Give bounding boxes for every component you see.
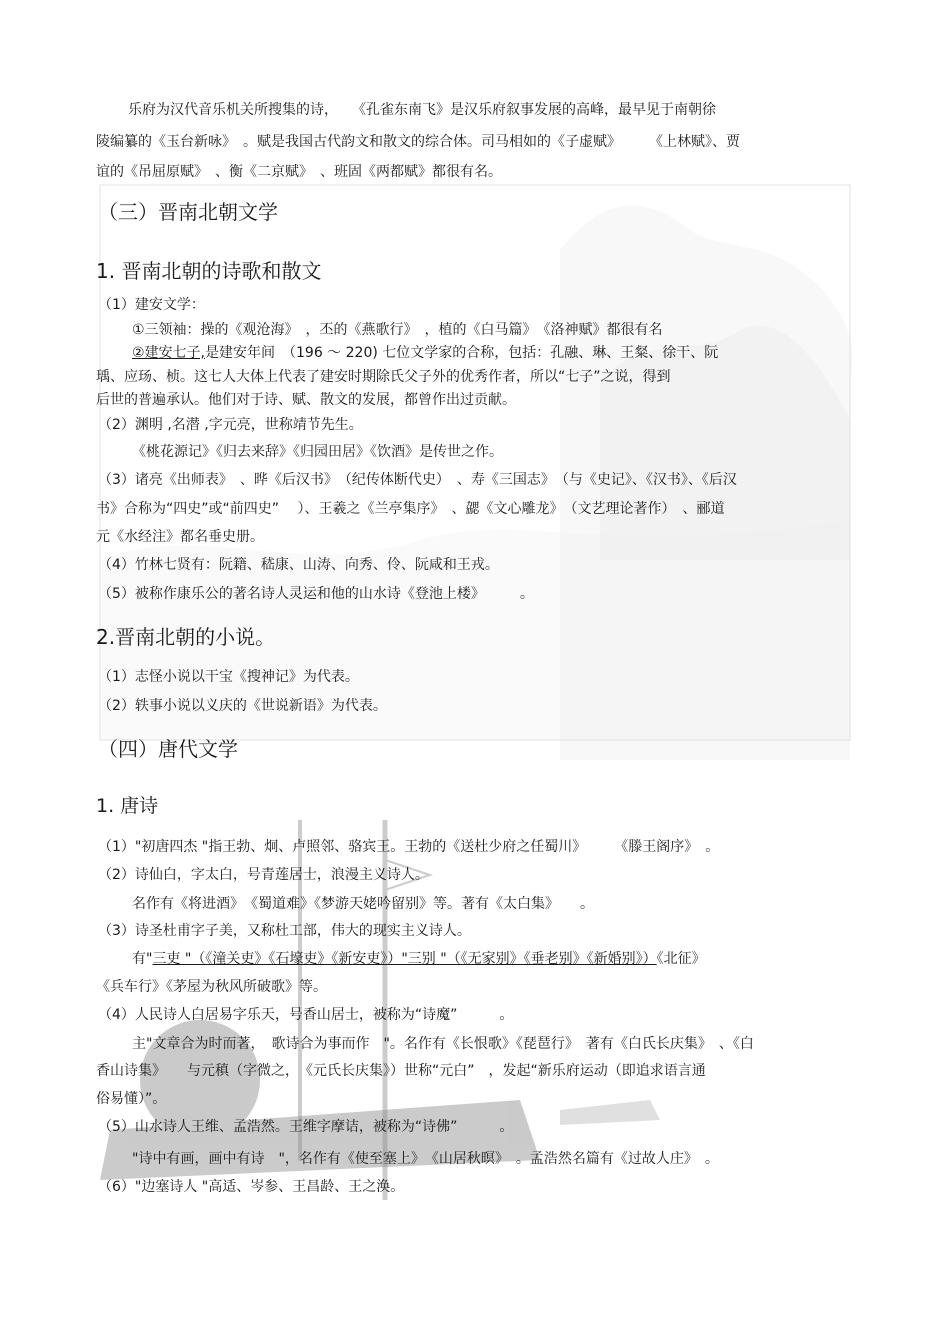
intro-line-1: 乐府为汉代音乐机关所搜集的诗， 《孔雀东南飞》是汉乐府叙事发展的高峰，最早见于南朝徐 xyxy=(128,102,716,118)
section-3-title: （三）晋南北朝文学 xyxy=(98,200,278,224)
underlined-term: ②建安七子, xyxy=(132,345,206,361)
s3-novel-line: （2）轶事小说以义庆的《世说新语》为代表。 xyxy=(98,698,387,714)
s3-line: 《桃花源记》《归去来辞》《归园田居》《饮酒》是传世之作。 xyxy=(132,444,503,460)
s4-line: 俗易懂）”。 xyxy=(96,1091,167,1107)
s4-line: 《兵车行》《茅屋为秋风所破歌》等。 xyxy=(96,979,327,995)
s4-line: 主"文章合为时而著， 歌诗合为事而作 "。名作有《长恨歌》《琵琶行》 著有《白氏长庆集》 、《白 xyxy=(132,1036,754,1052)
s3-line: （4）竹林七贤有：阮籍、嵇康、山涛、向秀、伶、阮咸和王戎。 xyxy=(98,557,499,573)
s4-line: （4）人民诗人白居易字乐天，号香山居士，被称为“诗魔” 。 xyxy=(98,1007,514,1023)
section-3-sub2-title: 2.晋南北朝的小说。 xyxy=(96,625,276,649)
intro-line-2: 陵编纂的《玉台新咏》 。赋是我国古代韵文和散文的综合体。司马相如的《子虚赋》 《上林赋》、贾 xyxy=(96,134,740,150)
s3-line: （1）建安文学： xyxy=(98,297,205,313)
s4-line: （2）诗仙白，字太白，号青莲居士，浪漫主义诗人。 xyxy=(98,867,429,883)
s4-line: （1）"初唐四杰 "指王勃、炯、卢照邻、骆宾王。王勃的《送杜少府之任蜀川》 《滕王阁序》 。 xyxy=(98,839,720,855)
s4-line: （3）诗圣杜甫字子美，又称杜工部，伟大的现实主义诗人。 xyxy=(98,923,471,939)
s4-line: 有"三吏 "（《潼关吏》《石壕吏》《新安吏》）"三别 "（《无家别》《垂老别》《新婚别》）《北征》 xyxy=(132,951,706,967)
s4-line: （5）山水诗人王维、孟浩然。王维字摩诘，被称为“诗佛” 。 xyxy=(98,1119,514,1135)
s4-line: （6）"边塞诗人 "高适、岑参、王昌龄、王之涣。 xyxy=(98,1179,405,1195)
section-3-sub1-title: 1. 晋南北朝的诗歌和散文 xyxy=(96,259,322,283)
s3-line: （2）渊明 ,名潜 ,字元亮，世称靖节先生。 xyxy=(98,417,363,433)
section-4-title: （四）唐代文学 xyxy=(98,737,238,761)
s3-line: 瑀、应玚、桢。这七人大体上代表了建安时期除氏父子外的优秀作者，所以“七子”之说，得到 xyxy=(96,369,671,385)
s3-line: （3）诸亮《出师表》 、晔《后汉书》 （纪传体断代史） 、寿《三国志》 （与《史记》、《汉书》、《后汉 xyxy=(98,472,737,488)
s3-line: 后世的普遍承认。他们对于诗、赋、散文的发展，都曾作出过贡献。 xyxy=(96,392,516,408)
s3-line: ①三领袖：操的《观沧海》 ，丕的《燕歌行》 ，植的《白马篇》 《洛神赋》都很有名 xyxy=(132,322,663,338)
intro-line-3: 谊的《吊屈原赋》 、衡《二京赋》 、班固《两都赋》都很有名。 xyxy=(96,164,502,180)
s4-line: "诗中有画，画中有诗 "，名作有《使至塞上》 《山居秋暝》 。孟浩然名篇有《过故人庄》 。 xyxy=(132,1151,719,1167)
s4-line: 名作有《将进酒》 《蜀道难》《梦游天姥吟留别》等。著有《太白集》 。 xyxy=(132,896,594,912)
s3-line: （5）被称作康乐公的著名诗人灵运和他的山水诗《登池上楼》 。 xyxy=(98,586,534,602)
underlined-works: 三吏 "（《潼关吏》《石壕吏》《新安吏》）"三别 "（《无家别》《垂老别》《新婚别》） xyxy=(152,951,657,967)
section-4-sub1-title: 1. 唐诗 xyxy=(96,795,159,817)
s4-line: 香山诗集》 与元稹（字微之， 《元氏长庆集》）世称“元白” ，发起“新乐府运动（即追求语言通 xyxy=(96,1063,706,1079)
s3-line: 书》合称为“四史”或“前四史” ）、王羲之《兰亭集序》 、勰《文心雕龙》 （文艺理论著作） 、郦道 xyxy=(96,501,725,517)
s3-line: ②建安七子,是建安年间 （196 ～ 220) 七位文学家的合称，包括：孔融、琳、王粲、徐干、阮 xyxy=(132,345,719,361)
s3-line: 元《水经注》都名垂史册。 xyxy=(96,529,264,545)
s3-novel-line: （1）志怪小说以干宝《搜神记》为代表。 xyxy=(98,669,359,685)
